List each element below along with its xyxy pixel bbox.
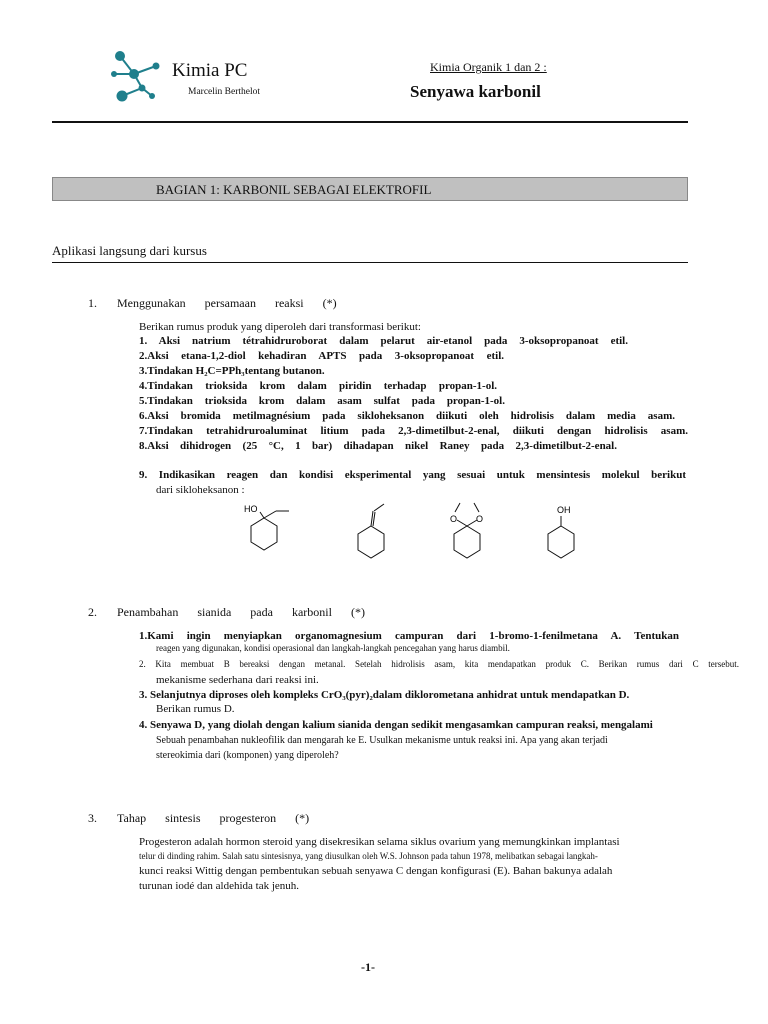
author-name: Marcelin Berthelot: [188, 87, 261, 97]
q1-item: 3.Tindakan H₂C=PPh₃tentang butanon.: [139, 365, 325, 377]
q2-item-4-continuation: stereokimia dari (komponen) yang diperoleh?: [156, 750, 339, 761]
molecule-cyclohexanone-ketal: [440, 500, 496, 566]
q1-title: Menggunakan persamaan reaksi (*): [117, 296, 337, 310]
q3-paragraph-line: turunan iodé dan aldehida tak jenuh.: [139, 880, 300, 892]
q1-item: 5.Tindakan trioksida krom dalam asam sulfat pada propan-1-ol.: [139, 395, 505, 407]
q2-item-4-continuation: Sebuah penambahan nukleofilik dan mengarah ke E. Usulkan mekanisme untuk reaksi ini. Apa yang akan terjadi: [156, 735, 608, 746]
mol-label-o: O: [476, 514, 484, 524]
q1-number: 1.: [88, 296, 97, 310]
q1-intro: Berikan rumus produk yang diperoleh dari transformasi berikut:: [139, 321, 421, 333]
kimia-pc-logo-icon: [106, 48, 162, 104]
q3-title: Tahap sintesis progesteron (*): [117, 811, 310, 825]
molecule-ethylidenecyclohexane: [346, 500, 396, 566]
q2-number: 2.: [88, 605, 97, 619]
molecule-cyclohexanol: [538, 500, 588, 566]
q2-title: Penambahan sianida pada karbonil (*): [117, 605, 365, 619]
q3-paragraph-line: telur di dinding rahim. Salah satu sintesisnya, yang diusulkan oleh W.S. Johnson pada tahun 1978, melibatkan sebagai langkah-: [139, 851, 598, 861]
q2-item-3: 3. Selanjutnya diproses oleh kompleks CrO₃(pyr)₂dalam diklorometana anhidrat untuk mendapatkan D.: [139, 689, 630, 701]
q2-item-1-continuation: reagen yang digunakan, kondisi operasional dan langkah-langkah pencegahan yang harus diambil.: [156, 643, 510, 653]
q1-item: 6.Aksi bromida metilmagnésium pada sikloheksanon diikuti oleh hidrolisis dalam media asam.: [139, 410, 675, 422]
brand-name: Kimia PC: [172, 60, 248, 81]
section-banner: [52, 177, 688, 201]
q2-item-3-continuation: Berikan rumus D.: [156, 703, 235, 715]
application-heading: Aplikasi langsung dari kursus: [52, 243, 207, 258]
q3-paragraph-line: Progesteron adalah hormon steroid yang disekresikan selama siklus ovarium yang memungkinkan implantasi: [139, 836, 620, 848]
document-title: Senyawa karbonil: [410, 82, 541, 101]
molecule-1-ethylcyclohexanol: [236, 500, 300, 566]
q1-item: 8.Aksi dihidrogen (25 °C, 1 bar) dihadapan nikel Raney pada 2,3-dimetilbut-2-enal.: [139, 440, 617, 452]
q2-item-2: 2. Kita membuat B bereaksi dengan metanal. Setelah hidrolisis asam, kita mendapatkan produk C. Berikan rumus dari C tersebut.: [139, 659, 739, 669]
page-number: -1-: [361, 960, 375, 974]
q1-item: 1. Aksi natrium tétrahidruroborat dalam pelarut air-etanol pada 3-oksopropanoat etil.: [139, 335, 628, 347]
q3-paragraph-line: kunci reaksi Wittig dengan pembentukan sebuah senyawa C dengan konfigurasi (E). Bahan bakunya adalah: [139, 865, 613, 877]
q1-item: 7.Tindakan tetrahidruroaluminat litium pada 2,3-dimetilbut-2-enal, diikuti dengan hidrolisis asam.: [139, 425, 688, 437]
course-title: Kimia Organik 1 dan 2 :: [430, 60, 547, 74]
q2-item-4: 4. Senyawa D, yang diolah dengan kalium sianida dengan sedikit mengasamkan campuran reaksi, mengalami: [139, 719, 653, 731]
section-title: BAGIAN 1: KARBONIL SEBAGAI ELEKTROFIL: [156, 182, 432, 197]
application-divider: [52, 262, 688, 263]
q2-item-2-continuation: mekanisme sederhana dari reaksi ini.: [156, 674, 319, 686]
q1-item: 2.Aksi etana-1,2-diol kehadiran APTS pada 3-oksopropanoat etil.: [139, 350, 504, 362]
q3-number: 3.: [88, 811, 97, 825]
mol-label-o: O: [450, 514, 458, 524]
q1-item-9-continuation: dari sikloheksanon :: [156, 484, 245, 496]
q1-item-9: 9. Indikasikan reagen dan kondisi eksperimental yang sesuai untuk mensintesis molekul berikut: [139, 469, 686, 481]
mol-label-ho: HO: [244, 504, 258, 514]
header-divider: [52, 121, 688, 123]
mol-label-oh: OH: [557, 505, 571, 515]
q1-item: 4.Tindakan trioksida krom dalam piridin terhadap propan-1-ol.: [139, 380, 497, 392]
q2-item-1: 1.Kami ingin menyiapkan organomagnesium campuran dari 1-bromo-1-fenilmetana A. Tentukan: [139, 630, 679, 642]
